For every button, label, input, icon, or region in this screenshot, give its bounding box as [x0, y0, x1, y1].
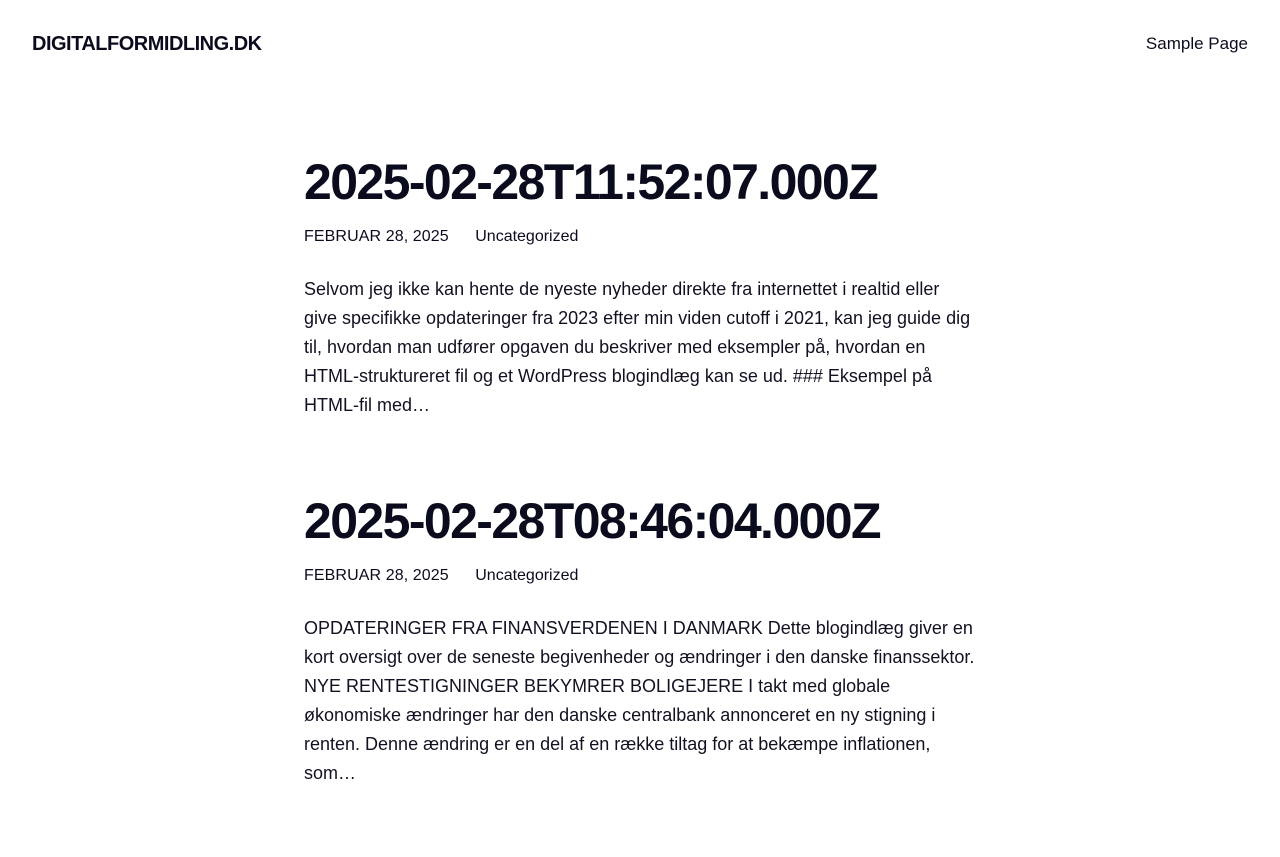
post-excerpt: Selvom jeg ikke kan hente de nyeste nyheder direkte fra internettet i realtid eller give specifikke opdateringer fra 2023 efter min viden cutoff i 2021, kan jeg guide dig til, hvordan man udfører opgaven du beskriver med eksempler på, hvordan en HTML-struktureret fil og et WordPress blogindlæg kan se ud. ### Eksempel på HTML-fil med… — [304, 279, 971, 415]
post-meta — [304, 565, 976, 587]
post-meta — [304, 226, 976, 248]
post-title-link[interactable]: 2025-02-28T08:46:04.000Z — [304, 493, 880, 549]
post-category-link[interactable]: Uncategorized — [475, 228, 579, 245]
site-header — [0, 0, 1280, 88]
post-title-link[interactable]: 2025-02-28T11:52:07.000Z — [304, 154, 878, 210]
post-category-link[interactable]: Uncategorized — [475, 567, 579, 584]
post-list — [304, 150, 976, 857]
post-item — [304, 489, 976, 788]
post-excerpt: OPDATERINGER FRA FINANSVERDENEN I DANMARK Dette blogindlæg giver en kort oversigt over de seneste begivenheder og ændringer i den danske finanssektor. NYE RENTESTIGNINGER BEKYMRER BOLIGEJERE I takt med globale økonomiske ændringer har den danske centralbank annonceret en ny stigning i renten. Denne ændring er en del af en række tiltag for at bekæmpe inflationen, som… — [304, 618, 975, 783]
primary-navigation — [1146, 33, 1248, 55]
post-date-link[interactable]: FEBRUAR 28, 2025 — [304, 567, 449, 584]
post-title — [304, 150, 976, 214]
nav-link-sample-page[interactable]: Sample Page — [1145, 34, 1248, 53]
site-title-link[interactable]: DIGITALFORMIDLING.DK — [32, 33, 262, 55]
post-item — [304, 150, 976, 420]
post-date-link[interactable]: FEBRUAR 28, 2025 — [304, 228, 449, 245]
post-title — [304, 489, 976, 553]
